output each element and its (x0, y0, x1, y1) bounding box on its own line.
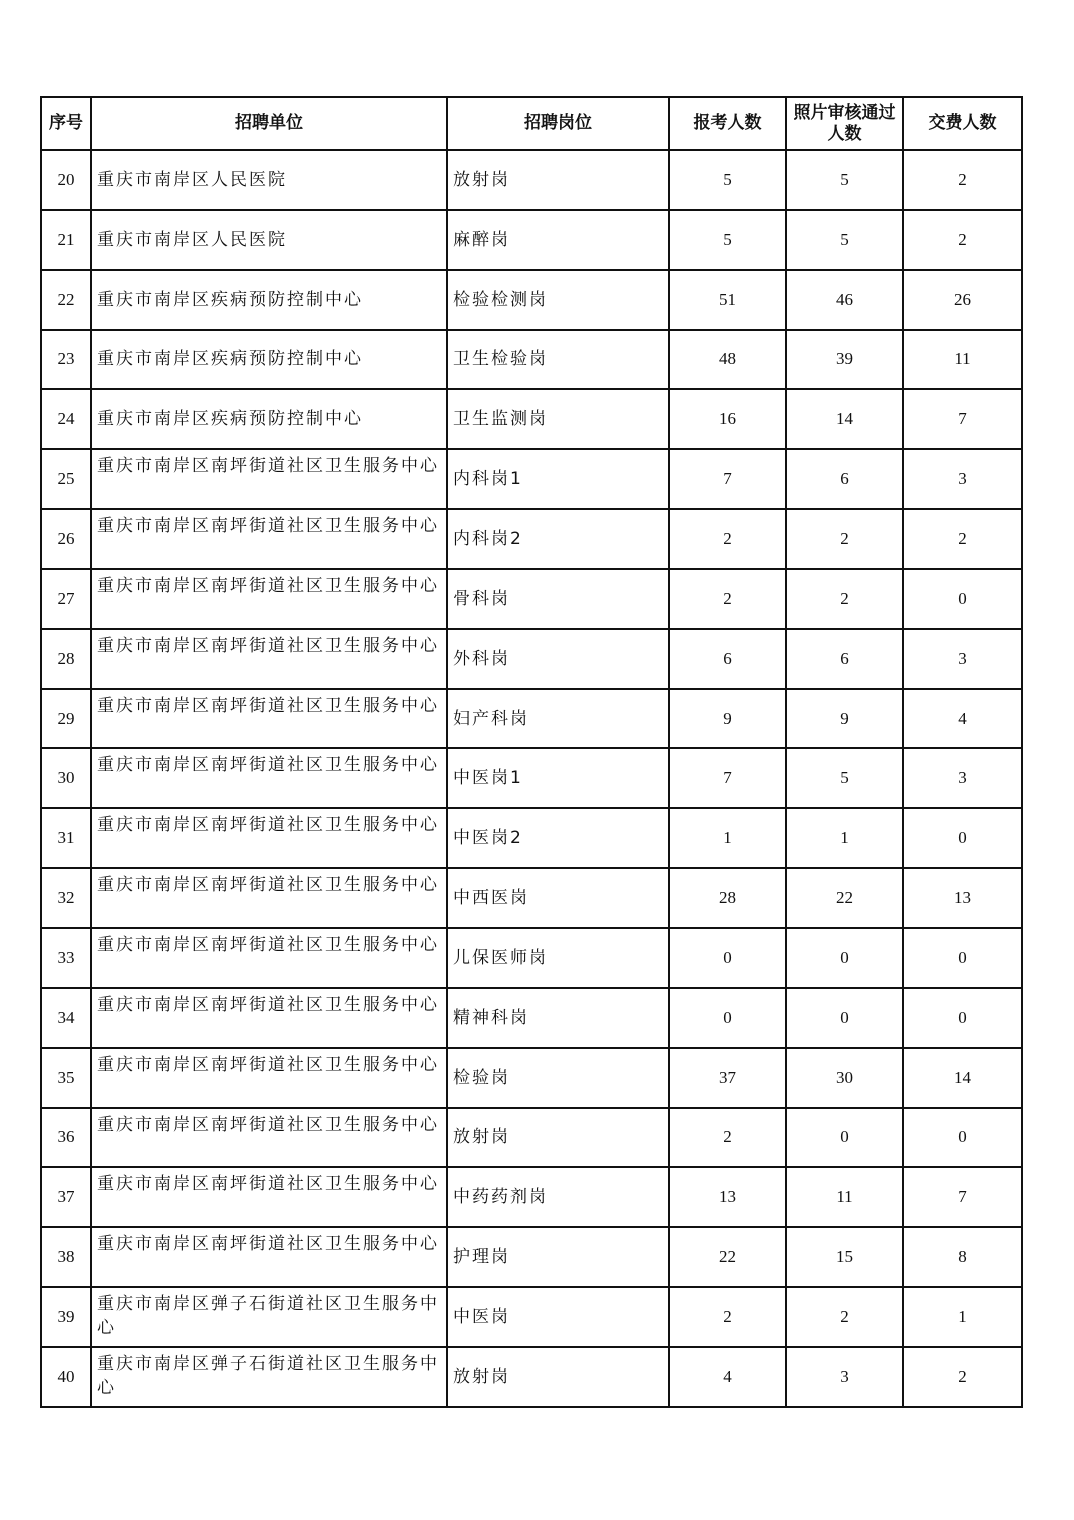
seq-cell: 30 (41, 748, 91, 808)
paid-cell: 7 (903, 1167, 1022, 1227)
table-row (41, 389, 1022, 449)
post-cell: 中医岗1 (447, 748, 669, 808)
paid-cell: 0 (903, 808, 1022, 868)
applicants-cell: 1 (669, 808, 786, 868)
paid-cell: 3 (903, 449, 1022, 509)
seq-cell: 27 (41, 569, 91, 629)
photo-passed-cell: 6 (786, 629, 903, 689)
header-applicants: 报考人数 (669, 97, 786, 150)
unit-cell: 重庆市南岸区弹子石街道社区卫生服务中心 (91, 1287, 447, 1347)
seq-cell: 28 (41, 629, 91, 689)
paid-cell: 7 (903, 389, 1022, 449)
paid-cell: 2 (903, 1347, 1022, 1407)
seq-cell: 40 (41, 1347, 91, 1407)
unit-cell: 重庆市南岸区南坪街道社区卫生服务中心 (91, 449, 447, 509)
applicants-cell: 22 (669, 1227, 786, 1287)
unit-cell: 重庆市南岸区人民医院 (91, 210, 447, 270)
applicants-cell: 13 (669, 1167, 786, 1227)
post-cell: 中西医岗 (447, 868, 669, 928)
photo-passed-cell: 22 (786, 868, 903, 928)
unit-cell: 重庆市南岸区南坪街道社区卫生服务中心 (91, 808, 447, 868)
table-header-row (41, 97, 1022, 150)
unit-cell: 重庆市南岸区南坪街道社区卫生服务中心 (91, 1048, 447, 1108)
photo-passed-cell: 5 (786, 150, 903, 210)
seq-cell: 23 (41, 330, 91, 390)
post-cell: 儿保医师岗 (447, 928, 669, 988)
post-cell: 卫生检验岗 (447, 330, 669, 390)
paid-cell: 0 (903, 569, 1022, 629)
photo-passed-cell: 0 (786, 988, 903, 1048)
photo-passed-cell: 0 (786, 1108, 903, 1168)
paid-cell: 14 (903, 1048, 1022, 1108)
header-photo-passed: 照片审核通过人数 (786, 97, 903, 150)
photo-passed-cell: 1 (786, 808, 903, 868)
post-cell: 麻醉岗 (447, 210, 669, 270)
table-row (41, 928, 1022, 988)
photo-passed-cell: 9 (786, 689, 903, 749)
seq-cell: 21 (41, 210, 91, 270)
table-row (41, 1227, 1022, 1287)
unit-cell: 重庆市南岸区南坪街道社区卫生服务中心 (91, 748, 447, 808)
table-row (41, 689, 1022, 749)
table-row (41, 748, 1022, 808)
table-row (41, 1167, 1022, 1227)
post-cell: 中医岗2 (447, 808, 669, 868)
header-unit: 招聘单位 (91, 97, 447, 150)
applicants-cell: 0 (669, 988, 786, 1048)
photo-passed-cell: 2 (786, 509, 903, 569)
seq-cell: 37 (41, 1167, 91, 1227)
table-row (41, 629, 1022, 689)
header-paid: 交费人数 (903, 97, 1022, 150)
unit-cell: 重庆市南岸区南坪街道社区卫生服务中心 (91, 988, 447, 1048)
applicants-cell: 51 (669, 270, 786, 330)
paid-cell: 8 (903, 1227, 1022, 1287)
table-body (41, 150, 1022, 1407)
table-row (41, 988, 1022, 1048)
paid-cell: 1 (903, 1287, 1022, 1347)
post-cell: 放射岗 (447, 1347, 669, 1407)
post-cell: 护理岗 (447, 1227, 669, 1287)
applicants-cell: 7 (669, 748, 786, 808)
seq-cell: 35 (41, 1048, 91, 1108)
unit-cell: 重庆市南岸区南坪街道社区卫生服务中心 (91, 928, 447, 988)
photo-passed-cell: 15 (786, 1227, 903, 1287)
post-cell: 卫生监测岗 (447, 389, 669, 449)
seq-cell: 38 (41, 1227, 91, 1287)
applicants-cell: 2 (669, 1108, 786, 1168)
unit-cell: 重庆市南岸区南坪街道社区卫生服务中心 (91, 509, 447, 569)
seq-cell: 29 (41, 689, 91, 749)
paid-cell: 3 (903, 629, 1022, 689)
table-row (41, 270, 1022, 330)
post-cell: 外科岗 (447, 629, 669, 689)
table-row (41, 1347, 1022, 1407)
paid-cell: 4 (903, 689, 1022, 749)
seq-cell: 20 (41, 150, 91, 210)
table-row (41, 150, 1022, 210)
applicants-cell: 7 (669, 449, 786, 509)
post-cell: 内科岗2 (447, 509, 669, 569)
unit-cell: 重庆市南岸区疾病预防控制中心 (91, 389, 447, 449)
photo-passed-cell: 14 (786, 389, 903, 449)
table-row (41, 509, 1022, 569)
paid-cell: 11 (903, 330, 1022, 390)
paid-cell: 2 (903, 509, 1022, 569)
unit-cell: 重庆市南岸区南坪街道社区卫生服务中心 (91, 629, 447, 689)
post-cell: 检验检测岗 (447, 270, 669, 330)
applicants-cell: 48 (669, 330, 786, 390)
seq-cell: 26 (41, 509, 91, 569)
photo-passed-cell: 6 (786, 449, 903, 509)
post-cell: 放射岗 (447, 150, 669, 210)
header-seq: 序号 (41, 97, 91, 150)
header-post: 招聘岗位 (447, 97, 669, 150)
photo-passed-cell: 46 (786, 270, 903, 330)
seq-cell: 36 (41, 1108, 91, 1168)
seq-cell: 25 (41, 449, 91, 509)
photo-passed-cell: 3 (786, 1347, 903, 1407)
applicants-cell: 6 (669, 629, 786, 689)
unit-cell: 重庆市南岸区疾病预防控制中心 (91, 330, 447, 390)
applicants-cell: 28 (669, 868, 786, 928)
paid-cell: 0 (903, 928, 1022, 988)
post-cell: 放射岗 (447, 1108, 669, 1168)
applicants-cell: 9 (669, 689, 786, 749)
paid-cell: 3 (903, 748, 1022, 808)
applicants-cell: 2 (669, 1287, 786, 1347)
post-cell: 中药药剂岗 (447, 1167, 669, 1227)
table-row (41, 330, 1022, 390)
recruitment-statistics-sheet (40, 96, 1021, 1406)
photo-passed-cell: 30 (786, 1048, 903, 1108)
table-row (41, 808, 1022, 868)
applicants-cell: 37 (669, 1048, 786, 1108)
table-row (41, 868, 1022, 928)
unit-cell: 重庆市南岸区南坪街道社区卫生服务中心 (91, 569, 447, 629)
unit-cell: 重庆市南岸区南坪街道社区卫生服务中心 (91, 689, 447, 749)
photo-passed-cell: 39 (786, 330, 903, 390)
table-row (41, 449, 1022, 509)
post-cell: 中医岗 (447, 1287, 669, 1347)
applicants-cell: 16 (669, 389, 786, 449)
table-row (41, 1108, 1022, 1168)
recruitment-table (40, 96, 1023, 1408)
paid-cell: 0 (903, 988, 1022, 1048)
seq-cell: 31 (41, 808, 91, 868)
unit-cell: 重庆市南岸区南坪街道社区卫生服务中心 (91, 868, 447, 928)
unit-cell: 重庆市南岸区人民医院 (91, 150, 447, 210)
table-row (41, 1287, 1022, 1347)
table-row (41, 1048, 1022, 1108)
unit-cell: 重庆市南岸区南坪街道社区卫生服务中心 (91, 1108, 447, 1168)
seq-cell: 24 (41, 389, 91, 449)
unit-cell: 重庆市南岸区疾病预防控制中心 (91, 270, 447, 330)
table-row (41, 569, 1022, 629)
applicants-cell: 2 (669, 569, 786, 629)
paid-cell: 0 (903, 1108, 1022, 1168)
seq-cell: 32 (41, 868, 91, 928)
unit-cell: 重庆市南岸区弹子石街道社区卫生服务中心 (91, 1347, 447, 1407)
unit-cell: 重庆市南岸区南坪街道社区卫生服务中心 (91, 1227, 447, 1287)
photo-passed-cell: 0 (786, 928, 903, 988)
photo-passed-cell: 2 (786, 1287, 903, 1347)
photo-passed-cell: 5 (786, 210, 903, 270)
applicants-cell: 4 (669, 1347, 786, 1407)
table-row (41, 210, 1022, 270)
paid-cell: 2 (903, 210, 1022, 270)
applicants-cell: 0 (669, 928, 786, 988)
seq-cell: 33 (41, 928, 91, 988)
post-cell: 内科岗1 (447, 449, 669, 509)
seq-cell: 34 (41, 988, 91, 1048)
photo-passed-cell: 5 (786, 748, 903, 808)
seq-cell: 22 (41, 270, 91, 330)
applicants-cell: 5 (669, 210, 786, 270)
post-cell: 精神科岗 (447, 988, 669, 1048)
photo-passed-cell: 2 (786, 569, 903, 629)
paid-cell: 26 (903, 270, 1022, 330)
photo-passed-cell: 11 (786, 1167, 903, 1227)
post-cell: 检验岗 (447, 1048, 669, 1108)
seq-cell: 39 (41, 1287, 91, 1347)
paid-cell: 2 (903, 150, 1022, 210)
post-cell: 妇产科岗 (447, 689, 669, 749)
post-cell: 骨科岗 (447, 569, 669, 629)
paid-cell: 13 (903, 868, 1022, 928)
applicants-cell: 5 (669, 150, 786, 210)
unit-cell: 重庆市南岸区南坪街道社区卫生服务中心 (91, 1167, 447, 1227)
applicants-cell: 2 (669, 509, 786, 569)
